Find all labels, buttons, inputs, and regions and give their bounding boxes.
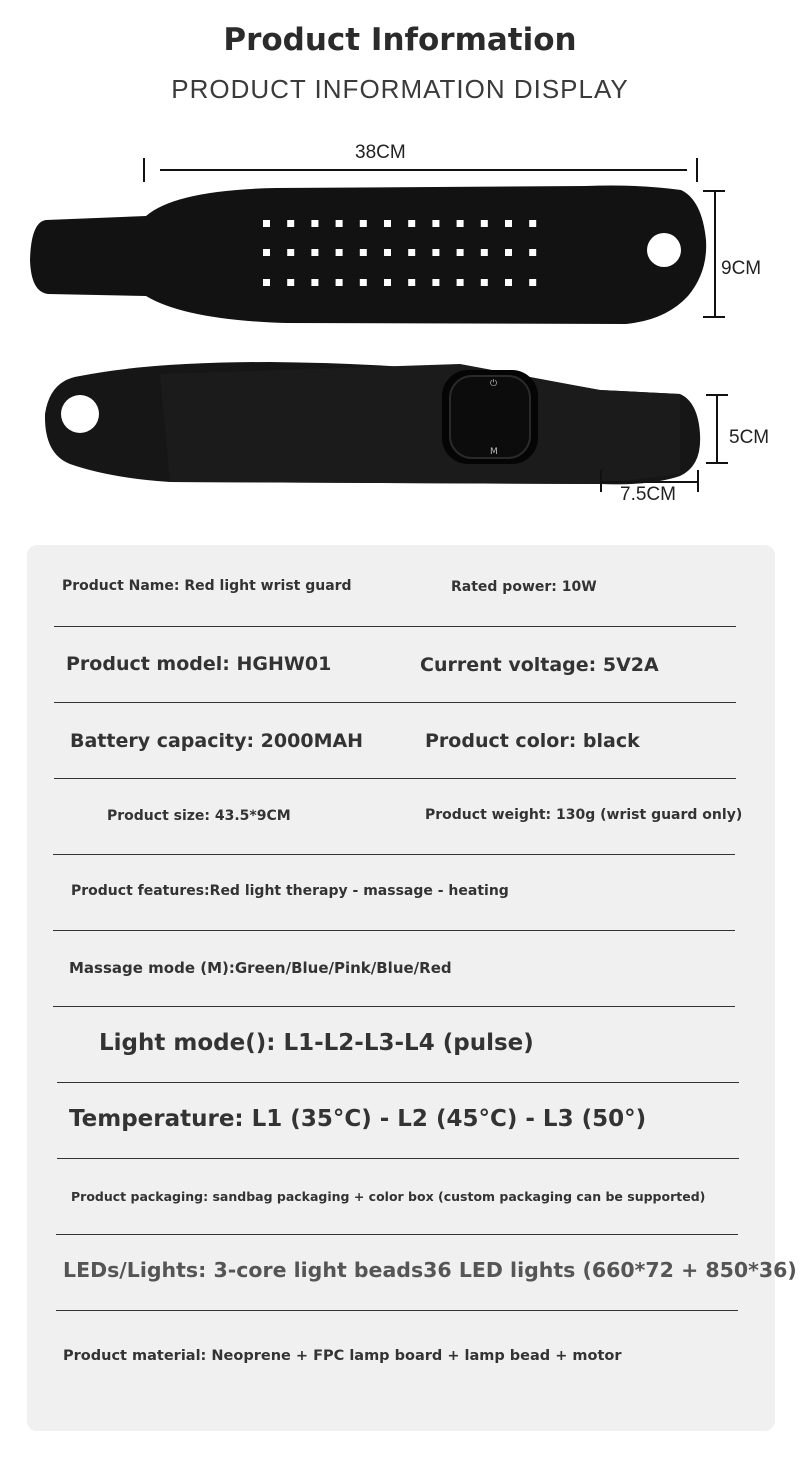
- led-dot: [457, 220, 464, 227]
- led-dot: [529, 279, 536, 286]
- led-dot: [505, 220, 512, 227]
- product-model: Product model: HGHW01: [66, 653, 332, 675]
- row-divider: [54, 778, 736, 779]
- width-line: [714, 191, 716, 317]
- led-dot: [529, 220, 536, 227]
- led-dot: [505, 279, 512, 286]
- controller-height-tick-bottom: [706, 462, 728, 464]
- controller-height-label: 5CM: [729, 427, 770, 448]
- light-mode: Light mode(): L1-L2-L3-L4 (pulse): [99, 1030, 534, 1056]
- led-dot: [311, 249, 318, 256]
- svg-text:⏻: ⏻: [490, 379, 498, 389]
- led-dot: [481, 249, 488, 256]
- row-divider: [57, 1158, 739, 1159]
- wrist-guard-front-image: [26, 180, 716, 330]
- led-dot: [384, 220, 391, 227]
- leds-lights: LEDs/Lights: 3-core light beads36 LED lights (660*72 + 850*36): [63, 1258, 797, 1282]
- massage-mode: Massage mode (M):Green/Blue/Pink/Blue/Red: [69, 959, 452, 977]
- led-dot: [408, 220, 415, 227]
- product-packaging: Product packaging: sandbag packaging + color box (custom packaging can be supported): [71, 1189, 706, 1204]
- led-dot: [529, 249, 536, 256]
- spec-panel: [27, 545, 797, 1431]
- led-dot: [408, 279, 415, 286]
- width-label: 9CM: [721, 258, 762, 279]
- led-dot: [336, 279, 343, 286]
- led-dot: [457, 249, 464, 256]
- led-dot: [432, 220, 439, 227]
- width-tick-bottom: [703, 316, 725, 318]
- led-dot: [505, 249, 512, 256]
- led-dot: [384, 249, 391, 256]
- led-dot: [263, 279, 270, 286]
- row-divider: [53, 1006, 735, 1007]
- led-dot: [287, 279, 294, 286]
- length-tick-right: [696, 158, 698, 182]
- row-divider: [54, 626, 736, 627]
- length-line: [160, 169, 687, 171]
- led-dot: [481, 279, 488, 286]
- led-dot: [481, 220, 488, 227]
- row-divider: [53, 930, 735, 931]
- led-dot: [311, 279, 318, 286]
- led-dot: [287, 220, 294, 227]
- product-size: Product size: 43.5*9CM: [107, 808, 291, 824]
- row-divider: [56, 1310, 738, 1311]
- page-title: Product Information: [223, 22, 577, 58]
- battery-capacity: Battery capacity: 2000MAH: [70, 730, 364, 752]
- temperature: Temperature: L1 (35°C) - L2 (45°C) - L3 (50°): [69, 1106, 647, 1132]
- current-voltage: Current voltage: 5V2A: [420, 654, 659, 676]
- controller-width-line: [601, 481, 698, 483]
- led-dot: [287, 249, 294, 256]
- product-weight: Product weight: 130g (wrist guard only): [425, 807, 743, 823]
- led-dot: [360, 220, 367, 227]
- controller-width-tick-right: [697, 470, 699, 492]
- product-color: Product color: black: [425, 730, 640, 752]
- row-divider: [57, 1082, 739, 1083]
- length-tick-left: [143, 158, 145, 182]
- led-dot: [432, 249, 439, 256]
- led-dot: [263, 220, 270, 227]
- row-divider: [53, 854, 735, 855]
- led-dot: [408, 249, 415, 256]
- led-dot: [263, 249, 270, 256]
- svg-text:M: M: [490, 447, 498, 457]
- rated-power: Rated power: 10W: [451, 579, 597, 595]
- row-divider: [54, 702, 736, 703]
- row-divider: [56, 1234, 738, 1235]
- product-name: Product Name: Red light wrist guard: [62, 578, 352, 594]
- led-dot: [457, 279, 464, 286]
- led-dot: [360, 279, 367, 286]
- led-dot: [311, 220, 318, 227]
- page-subtitle: PRODUCT INFORMATION DISPLAY: [171, 74, 629, 104]
- led-dot: [432, 279, 439, 286]
- led-dot: [336, 249, 343, 256]
- wrist-guard-back-image: [40, 354, 708, 496]
- controller-height-line: [716, 395, 718, 463]
- product-features: Product features:Red light therapy - massage - heating: [71, 883, 509, 899]
- controller-width-label: 7.5CM: [620, 484, 676, 505]
- product-material: Product material: Neoprene + FPC lamp board + lamp bead + motor: [63, 1348, 622, 1364]
- led-dot: [336, 220, 343, 227]
- length-label: 38CM: [355, 142, 406, 163]
- led-dot: [360, 249, 367, 256]
- led-dot: [384, 279, 391, 286]
